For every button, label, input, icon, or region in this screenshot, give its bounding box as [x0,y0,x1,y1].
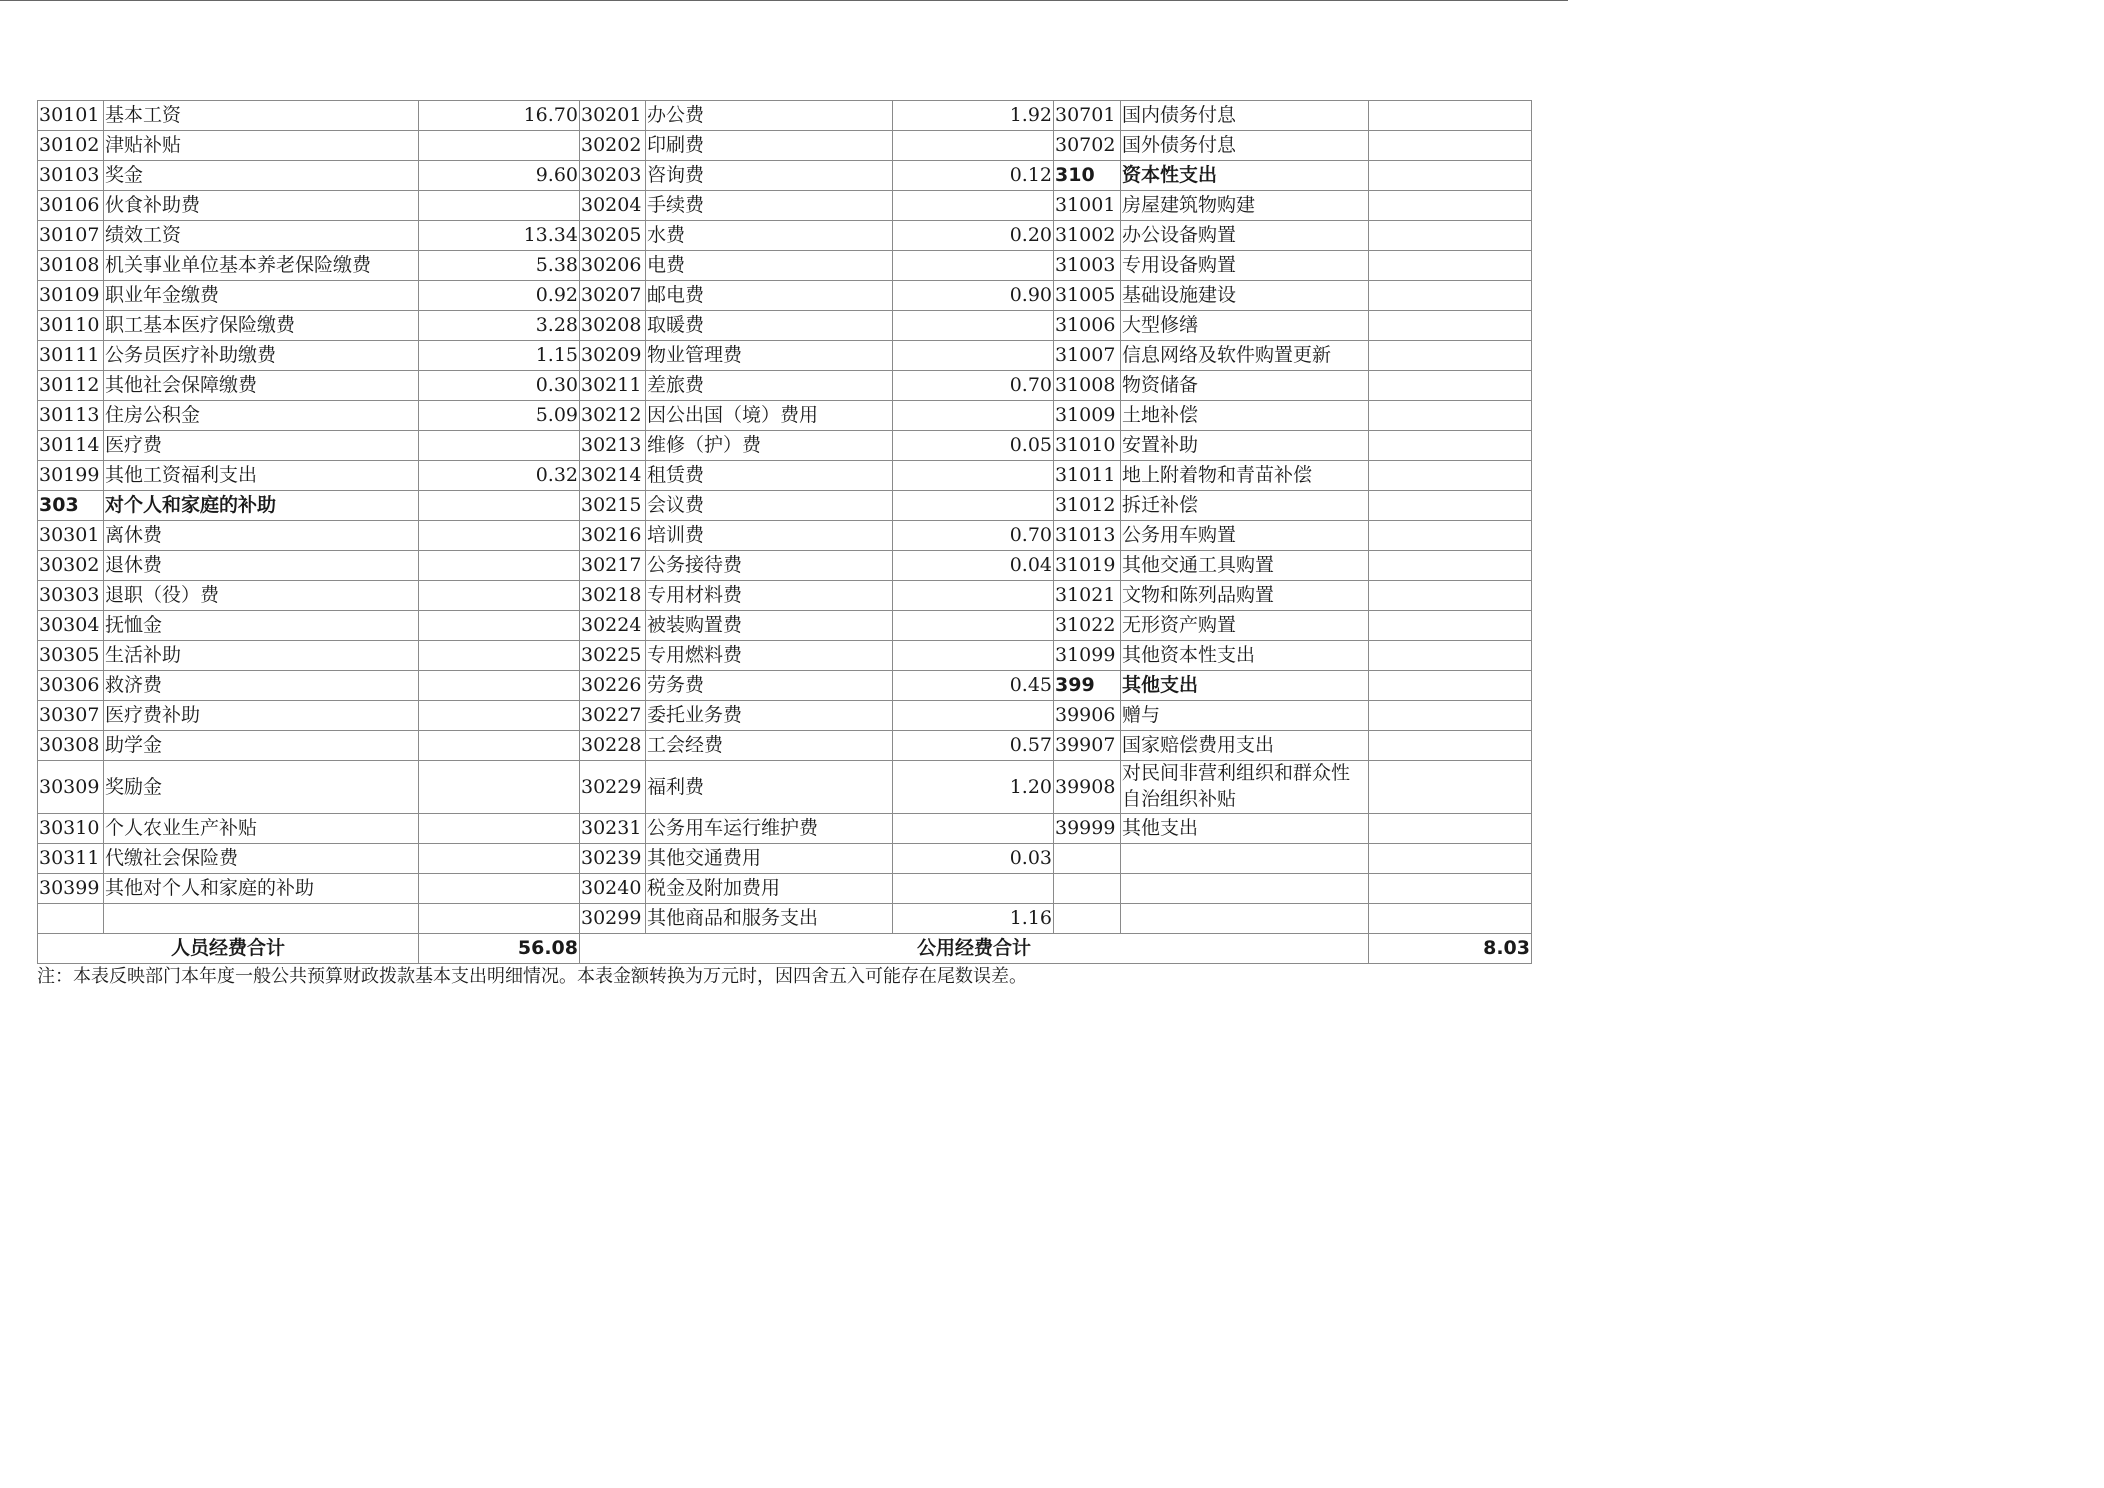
code-cell: 30239 [580,844,646,874]
code-cell: 30299 [580,904,646,934]
code-cell: 30207 [580,281,646,311]
amount-cell [893,641,1054,671]
name-cell: 救济费 [104,671,419,701]
table-row [38,221,1532,251]
name-cell: 绩效工资 [104,221,419,251]
name-cell: 因公出国（境）费用 [646,401,893,431]
code-cell: 30240 [580,874,646,904]
name-cell: 对个人和家庭的补助 [104,491,419,521]
amount-cell [893,251,1054,281]
table-row [38,671,1532,701]
name-cell: 其他资本性支出 [1121,641,1369,671]
name-cell: 差旅费 [646,371,893,401]
amount-cell: 0.70 [893,521,1054,551]
name-cell: 物资储备 [1121,371,1369,401]
code-cell: 30701 [1054,101,1121,131]
code-cell: 30229 [580,761,646,814]
amount-cell [893,701,1054,731]
name-cell: 办公设备购置 [1121,221,1369,251]
code-cell: 30227 [580,701,646,731]
table-row [38,731,1532,761]
code-cell: 39999 [1054,814,1121,844]
code-cell: 30213 [580,431,646,461]
code-cell: 31011 [1054,461,1121,491]
code-cell: 30109 [38,281,104,311]
amount-cell: 1.15 [419,341,580,371]
amount-cell: 0.20 [893,221,1054,251]
amount-cell [419,641,580,671]
amount-cell [1369,461,1532,491]
amount-cell [893,581,1054,611]
table-row [38,904,1532,934]
table-row [38,131,1532,161]
code-cell: 30228 [580,731,646,761]
amount-cell: 0.05 [893,431,1054,461]
amount-cell [1369,401,1532,431]
amount-cell [1369,671,1532,701]
code-cell: 30311 [38,844,104,874]
amount-cell [419,701,580,731]
name-cell: 离休费 [104,521,419,551]
table-row [38,611,1532,641]
amount-cell: 0.12 [893,161,1054,191]
table-row [38,641,1532,671]
code-cell: 30303 [38,581,104,611]
code-cell: 30231 [580,814,646,844]
name-cell: 生活补助 [104,641,419,671]
code-cell: 39906 [1054,701,1121,731]
code-cell: 30216 [580,521,646,551]
table-row [38,551,1532,581]
code-cell: 30199 [38,461,104,491]
name-cell: 代缴社会保险费 [104,844,419,874]
table-row [38,581,1532,611]
name-cell: 租赁费 [646,461,893,491]
name-cell: 邮电费 [646,281,893,311]
amount-cell: 0.57 [893,731,1054,761]
name-cell: 大型修缮 [1121,311,1369,341]
public-total-label: 公用经费合计 [580,934,1369,964]
name-cell: 其他社会保障缴费 [104,371,419,401]
name-cell: 咨询费 [646,161,893,191]
name-cell: 住房公积金 [104,401,419,431]
code-cell: 30215 [580,491,646,521]
name-cell: 福利费 [646,761,893,814]
code-cell: 30108 [38,251,104,281]
code-cell: 303 [38,491,104,521]
table-row [38,814,1532,844]
code-cell: 31010 [1054,431,1121,461]
amount-cell [1369,311,1532,341]
amount-cell [1369,611,1532,641]
table-footnote: 注：本表反映部门本年度一般公共预算财政拨款基本支出明细情况。本表金额转换为万元时，因四舍五入可能存在尾数误差。 [37,966,1027,987]
amount-cell [419,814,580,844]
table-row [38,761,1532,814]
amount-cell [893,401,1054,431]
code-cell: 30304 [38,611,104,641]
code-cell: 30113 [38,401,104,431]
amount-cell [1369,761,1532,814]
code-cell: 31019 [1054,551,1121,581]
public-total-value: 8.03 [1369,934,1532,964]
name-cell: 其他支出 [1121,671,1369,701]
name-cell: 专用设备购置 [1121,251,1369,281]
code-cell: 30101 [38,101,104,131]
table-row [38,311,1532,341]
code-cell: 31005 [1054,281,1121,311]
amount-cell [419,131,580,161]
amount-cell [419,761,580,814]
table-row [38,521,1532,551]
code-cell: 30309 [38,761,104,814]
name-cell: 伙食补助费 [104,191,419,221]
code-cell: 30301 [38,521,104,551]
amount-cell [1369,431,1532,461]
amount-cell [1369,731,1532,761]
code-cell: 30205 [580,221,646,251]
name-cell: 委托业务费 [646,701,893,731]
amount-cell [419,874,580,904]
amount-cell [419,521,580,551]
code-cell: 31003 [1054,251,1121,281]
amount-cell: 0.90 [893,281,1054,311]
name-cell: 其他交通工具购置 [1121,551,1369,581]
amount-cell [419,611,580,641]
code-cell: 31002 [1054,221,1121,251]
amount-cell [893,814,1054,844]
table-row [38,101,1532,131]
amount-cell [1369,581,1532,611]
code-cell: 31022 [1054,611,1121,641]
amount-cell [893,611,1054,641]
name-cell [1121,874,1369,904]
amount-cell [1369,221,1532,251]
name-cell: 水费 [646,221,893,251]
code-cell: 30203 [580,161,646,191]
code-cell: 30208 [580,311,646,341]
code-cell: 30310 [38,814,104,844]
name-cell: 手续费 [646,191,893,221]
amount-cell [1369,904,1532,934]
code-cell: 39907 [1054,731,1121,761]
amount-cell [1369,491,1532,521]
name-cell: 取暖费 [646,311,893,341]
amount-cell [419,431,580,461]
code-cell: 30302 [38,551,104,581]
name-cell: 其他交通费用 [646,844,893,874]
name-cell: 信息网络及软件购置更新 [1121,341,1369,371]
name-cell: 奖励金 [104,761,419,814]
code-cell: 30212 [580,401,646,431]
table-row [38,874,1532,904]
amount-cell: 1.20 [893,761,1054,814]
amount-cell: 13.34 [419,221,580,251]
code-cell: 30306 [38,671,104,701]
amount-cell [419,844,580,874]
name-cell: 基本工资 [104,101,419,131]
code-cell: 30226 [580,671,646,701]
name-cell: 安置补助 [1121,431,1369,461]
code-cell: 31099 [1054,641,1121,671]
amount-cell [419,731,580,761]
code-cell: 30399 [38,874,104,904]
name-cell: 医疗费补助 [104,701,419,731]
code-cell: 31013 [1054,521,1121,551]
name-cell: 税金及附加费用 [646,874,893,904]
amount-cell [893,191,1054,221]
amount-cell: 16.70 [419,101,580,131]
amount-cell: 1.92 [893,101,1054,131]
amount-cell [419,904,580,934]
name-cell: 公务用车购置 [1121,521,1369,551]
name-cell: 公务接待费 [646,551,893,581]
name-cell: 会议费 [646,491,893,521]
name-cell: 办公费 [646,101,893,131]
code-cell: 30114 [38,431,104,461]
table-row [38,701,1532,731]
name-cell: 专用材料费 [646,581,893,611]
personnel-total-label: 人员经费合计 [38,934,419,964]
amount-cell [419,551,580,581]
top-border-line [0,0,1568,1]
name-cell: 抚恤金 [104,611,419,641]
name-cell: 职工基本医疗保险缴费 [104,311,419,341]
totals-row [38,934,1532,964]
code-cell: 30224 [580,611,646,641]
name-cell: 物业管理费 [646,341,893,371]
name-cell: 国家赔偿费用支出 [1121,731,1369,761]
name-cell: 被装购置费 [646,611,893,641]
amount-cell [1369,281,1532,311]
code-cell [1054,904,1121,934]
amount-cell: 9.60 [419,161,580,191]
amount-cell: 1.16 [893,904,1054,934]
name-cell: 机关事业单位基本养老保险缴费 [104,251,419,281]
amount-cell [893,461,1054,491]
name-cell: 赠与 [1121,701,1369,731]
amount-cell [893,131,1054,161]
code-cell: 30308 [38,731,104,761]
code-cell: 30206 [580,251,646,281]
amount-cell [1369,701,1532,731]
name-cell: 印刷费 [646,131,893,161]
amount-cell [1369,251,1532,281]
code-cell: 39908 [1054,761,1121,814]
amount-cell: 0.32 [419,461,580,491]
name-cell: 劳务费 [646,671,893,701]
code-cell [1054,874,1121,904]
code-cell: 30211 [580,371,646,401]
name-cell: 个人农业生产补贴 [104,814,419,844]
name-cell: 维修（护）费 [646,431,893,461]
amount-cell [419,491,580,521]
code-cell: 31001 [1054,191,1121,221]
code-cell: 30112 [38,371,104,401]
name-cell: 国内债务付息 [1121,101,1369,131]
code-cell: 30102 [38,131,104,161]
table-body [38,101,1532,934]
name-cell: 助学金 [104,731,419,761]
amount-cell [893,311,1054,341]
code-cell [1054,844,1121,874]
amount-cell: 5.09 [419,401,580,431]
code-cell: 30103 [38,161,104,191]
amount-cell [1369,101,1532,131]
table-row [38,251,1532,281]
name-cell: 资本性支出 [1121,161,1369,191]
code-cell: 30110 [38,311,104,341]
name-cell: 其他商品和服务支出 [646,904,893,934]
code-cell: 30307 [38,701,104,731]
code-cell: 30111 [38,341,104,371]
name-cell: 房屋建筑物购建 [1121,191,1369,221]
name-cell: 退休费 [104,551,419,581]
amount-cell [1369,874,1532,904]
table-row [38,491,1532,521]
table-row [38,281,1532,311]
name-cell: 公务员医疗补助缴费 [104,341,419,371]
name-cell: 培训费 [646,521,893,551]
name-cell: 专用燃料费 [646,641,893,671]
amount-cell [1369,521,1532,551]
name-cell: 退职（役）费 [104,581,419,611]
table-row [38,161,1532,191]
table-row [38,461,1532,491]
personnel-total-value: 56.08 [419,934,580,964]
amount-cell: 0.92 [419,281,580,311]
name-cell: 其他支出 [1121,814,1369,844]
name-cell: 电费 [646,251,893,281]
code-cell [38,904,104,934]
name-cell: 对民间非营利组织和群众性自治组织补贴 [1121,761,1369,814]
code-cell: 30201 [580,101,646,131]
name-cell: 地上附着物和青苗补偿 [1121,461,1369,491]
code-cell: 31009 [1054,401,1121,431]
code-cell: 399 [1054,671,1121,701]
name-cell: 文物和陈列品购置 [1121,581,1369,611]
name-cell: 基础设施建设 [1121,281,1369,311]
code-cell: 31008 [1054,371,1121,401]
amount-cell: 5.38 [419,251,580,281]
name-cell: 国外债务付息 [1121,131,1369,161]
code-cell: 30202 [580,131,646,161]
amount-cell [1369,371,1532,401]
name-cell: 医疗费 [104,431,419,461]
name-cell: 奖金 [104,161,419,191]
code-cell: 30702 [1054,131,1121,161]
amount-cell: 0.03 [893,844,1054,874]
code-cell: 30305 [38,641,104,671]
code-cell: 31007 [1054,341,1121,371]
code-cell: 30214 [580,461,646,491]
name-cell: 土地补偿 [1121,401,1369,431]
code-cell: 30225 [580,641,646,671]
name-cell [104,904,419,934]
code-cell: 31012 [1054,491,1121,521]
amount-cell [1369,844,1532,874]
amount-cell: 0.70 [893,371,1054,401]
amount-cell [1369,341,1532,371]
amount-cell [893,341,1054,371]
code-cell: 30107 [38,221,104,251]
name-cell: 工会经费 [646,731,893,761]
amount-cell [893,491,1054,521]
amount-cell: 0.04 [893,551,1054,581]
amount-cell [1369,814,1532,844]
code-cell: 30209 [580,341,646,371]
table-row [38,341,1532,371]
name-cell: 其他对个人和家庭的补助 [104,874,419,904]
name-cell: 其他工资福利支出 [104,461,419,491]
amount-cell [1369,131,1532,161]
table-row [38,431,1532,461]
amount-cell [419,671,580,701]
code-cell: 30204 [580,191,646,221]
code-cell: 31006 [1054,311,1121,341]
code-cell: 30106 [38,191,104,221]
basic-expenditure-table [37,100,1532,964]
name-cell [1121,904,1369,934]
amount-cell: 3.28 [419,311,580,341]
amount-cell [419,581,580,611]
amount-cell [1369,191,1532,221]
name-cell: 拆迁补偿 [1121,491,1369,521]
name-cell: 职业年金缴费 [104,281,419,311]
code-cell: 30218 [580,581,646,611]
amount-cell: 0.30 [419,371,580,401]
table-row [38,371,1532,401]
name-cell [1121,844,1369,874]
table-row [38,401,1532,431]
table-row [38,191,1532,221]
code-cell: 31021 [1054,581,1121,611]
amount-cell [1369,551,1532,581]
name-cell: 公务用车运行维护费 [646,814,893,844]
table-row [38,844,1532,874]
code-cell: 30217 [580,551,646,581]
name-cell: 津贴补贴 [104,131,419,161]
amount-cell [1369,641,1532,671]
amount-cell [893,874,1054,904]
amount-cell: 0.45 [893,671,1054,701]
amount-cell [1369,161,1532,191]
code-cell: 310 [1054,161,1121,191]
amount-cell [419,191,580,221]
name-cell: 无形资产购置 [1121,611,1369,641]
